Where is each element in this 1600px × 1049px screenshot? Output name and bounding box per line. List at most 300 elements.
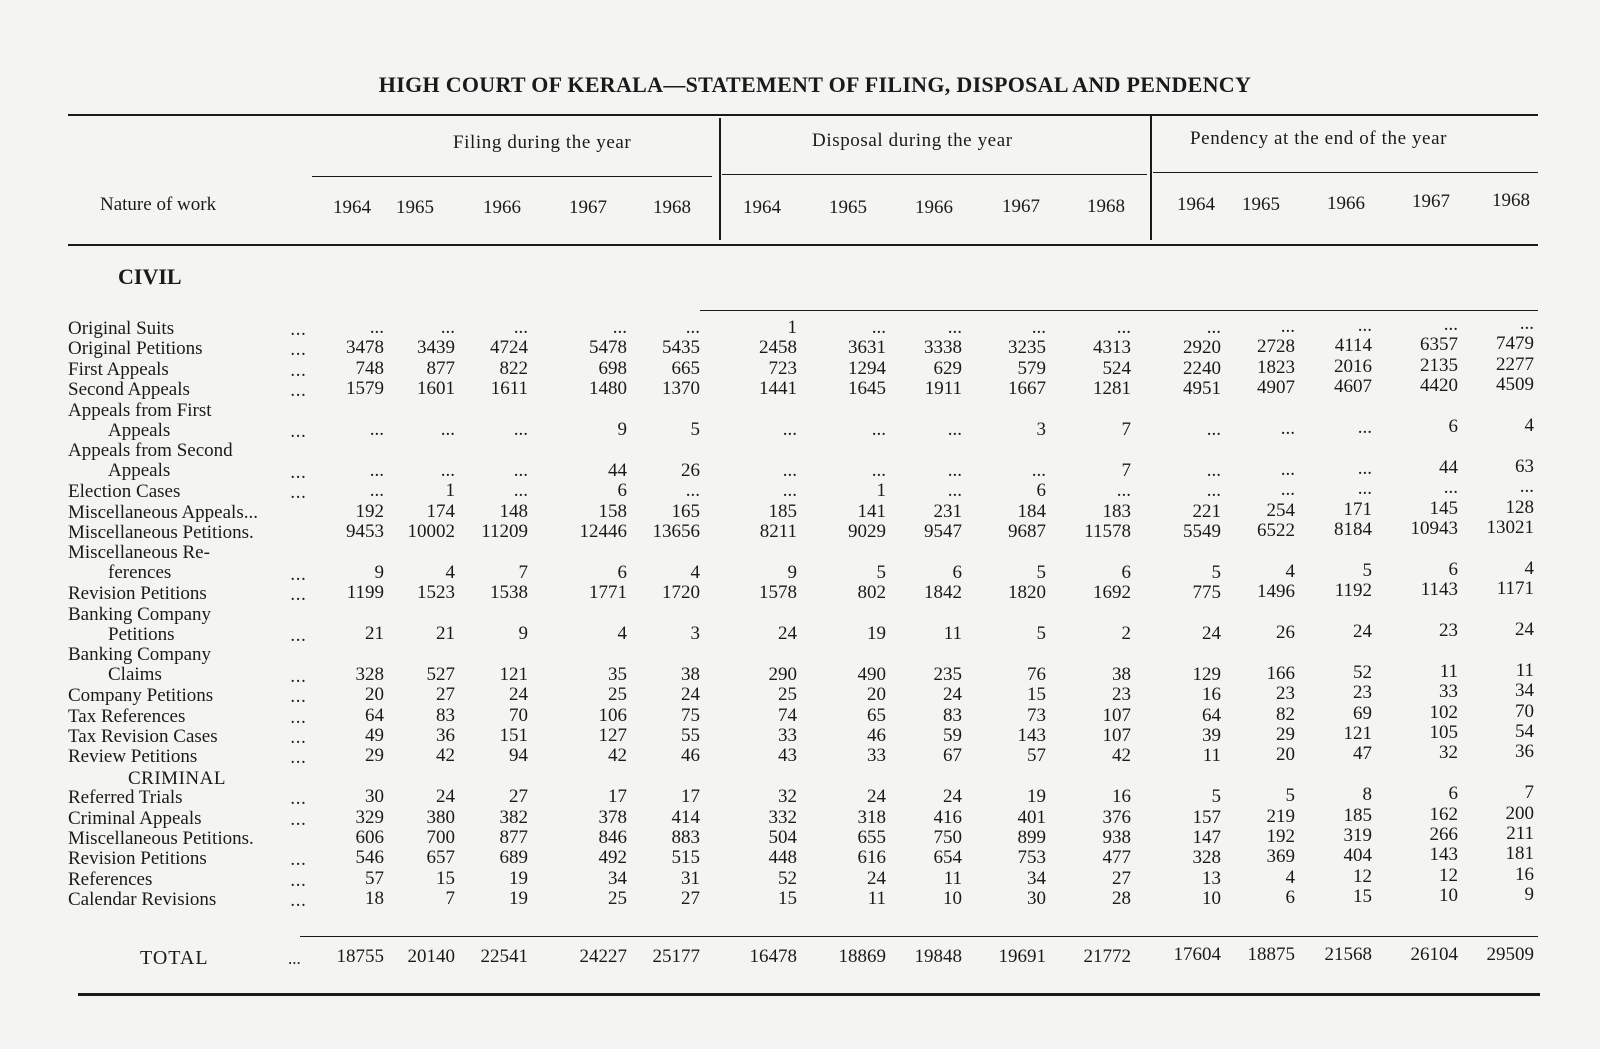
table-cell: 6 bbox=[1448, 783, 1458, 805]
row-label-line: Claims bbox=[108, 664, 162, 686]
table-cell: 183 bbox=[1102, 500, 1131, 522]
table-cell: 27 bbox=[1112, 867, 1131, 889]
total-cell: 24227 bbox=[579, 946, 627, 967]
table-cell: 143 bbox=[1017, 725, 1046, 746]
table-cell: ... bbox=[1206, 480, 1221, 502]
table-cell: 1143 bbox=[1420, 579, 1458, 601]
page-title: HIGH COURT OF KERALA—STATEMENT OF FILING, DISPOSAL AND PENDENCY bbox=[378, 72, 1252, 97]
row-label bbox=[68, 482, 180, 502]
table-cell: 606 bbox=[355, 827, 384, 848]
table-cell: ... bbox=[871, 459, 886, 481]
table-cell: 10 bbox=[1439, 885, 1458, 907]
row-label bbox=[68, 605, 211, 645]
table-cell: 55 bbox=[681, 725, 700, 746]
table-cell: 5435 bbox=[662, 337, 700, 359]
table-cell: ... bbox=[1357, 417, 1372, 438]
table-cell: 665 bbox=[671, 357, 700, 379]
table-cell: 83 bbox=[436, 704, 455, 726]
table-cell: 157 bbox=[1192, 806, 1221, 828]
table-cell: 6 bbox=[1285, 887, 1295, 909]
table-cell: 4 bbox=[445, 561, 455, 583]
table-cell: 1480 bbox=[589, 378, 627, 400]
row-label-line: Tax References bbox=[68, 705, 186, 727]
group-header-pendency: Pendency at the end of the year bbox=[1190, 128, 1448, 149]
table-cell: 266 bbox=[1429, 824, 1458, 845]
table-cell: ... bbox=[612, 317, 627, 338]
table-cell: 492 bbox=[598, 847, 627, 869]
year-header: 1965 bbox=[396, 197, 434, 218]
table-cell: 1370 bbox=[662, 378, 700, 400]
table-cell: 2016 bbox=[1334, 355, 1372, 377]
table-cell: 219 bbox=[1266, 805, 1295, 827]
table-cell: 19 bbox=[509, 888, 528, 910]
row-label-line: Appeals from First bbox=[68, 399, 212, 421]
table-cell: 2277 bbox=[1496, 353, 1534, 375]
leader-dots: ... bbox=[290, 728, 307, 748]
table-cell: 11 bbox=[943, 623, 962, 644]
table-cell: 883 bbox=[671, 827, 700, 848]
table-cell: 32 bbox=[778, 786, 797, 808]
table-cell: 7 bbox=[1121, 419, 1131, 440]
table-cell: 5 bbox=[1036, 561, 1046, 583]
table-cell: 5 bbox=[1211, 561, 1221, 583]
table-cell: ... bbox=[369, 459, 384, 481]
table-cell: 19 bbox=[1027, 786, 1046, 808]
table-cell: 105 bbox=[1429, 722, 1458, 743]
table-cell: 106 bbox=[598, 704, 627, 726]
leader-dots: ... bbox=[290, 666, 307, 687]
table-cell: 2728 bbox=[1257, 336, 1295, 358]
row-label bbox=[68, 319, 174, 339]
table-cell: 28 bbox=[1112, 888, 1131, 910]
table-cell: 47 bbox=[1353, 743, 1372, 765]
table-cell: ... bbox=[513, 480, 528, 502]
table-cell: 30 bbox=[1027, 888, 1046, 910]
table-cell: 3338 bbox=[924, 337, 962, 359]
table-cell: 19 bbox=[509, 867, 528, 889]
table-cell: 329 bbox=[355, 806, 384, 828]
leader-dots: ... bbox=[290, 891, 307, 912]
table-cell: 33 bbox=[778, 725, 797, 746]
table-cell: ... bbox=[1357, 478, 1372, 500]
table-cell: 221 bbox=[1192, 500, 1221, 522]
table-cell: 36 bbox=[436, 725, 455, 746]
table-cell: 698 bbox=[598, 357, 627, 379]
table-cell: 846 bbox=[598, 827, 627, 848]
table-cell: 254 bbox=[1266, 499, 1295, 521]
row-label bbox=[68, 584, 207, 604]
leader-dots: ... bbox=[290, 748, 307, 769]
table-cell: 73 bbox=[1027, 704, 1046, 726]
table-cell: 4724 bbox=[490, 337, 528, 359]
table-cell: 121 bbox=[1343, 723, 1372, 744]
table-cell: 1523 bbox=[417, 582, 455, 604]
leader-dots: ... bbox=[290, 850, 307, 871]
table-cell: 404 bbox=[1343, 845, 1372, 867]
leader-dots: ... bbox=[290, 422, 307, 442]
table-cell: 11 bbox=[1439, 660, 1458, 682]
table-cell: 4907 bbox=[1257, 377, 1295, 399]
table-cell: 3 bbox=[1036, 419, 1046, 440]
leader-dots: ... bbox=[290, 585, 307, 606]
table-cell: ... bbox=[513, 459, 528, 481]
table-cell: 515 bbox=[671, 847, 700, 869]
row-label-line: Revision Petitions bbox=[68, 848, 207, 870]
table-cell: 1496 bbox=[1257, 581, 1295, 603]
table-cell: 231 bbox=[933, 500, 962, 522]
total-cell: 25177 bbox=[652, 946, 700, 967]
table-cell: 655 bbox=[857, 827, 886, 848]
table-cell: 657 bbox=[426, 847, 455, 869]
table-cell: 401 bbox=[1017, 806, 1046, 828]
table-cell: 29 bbox=[1276, 724, 1295, 745]
table-cell: 1720 bbox=[662, 582, 700, 604]
table-cell: ... bbox=[369, 419, 384, 440]
table-cell: 16 bbox=[1515, 863, 1534, 885]
table-cell: 8211 bbox=[759, 521, 797, 542]
table-cell: ... bbox=[1031, 459, 1046, 481]
table-cell: 1823 bbox=[1257, 356, 1295, 378]
table-cell: 13021 bbox=[1486, 517, 1534, 538]
vertical-divider-2 bbox=[1150, 116, 1152, 240]
table-cell: 128 bbox=[1505, 496, 1534, 518]
table-cell: 18 bbox=[365, 888, 384, 910]
header-bottom-rule bbox=[68, 244, 1538, 246]
table-cell: 1 bbox=[445, 480, 455, 502]
table-cell: 11 bbox=[943, 867, 962, 889]
table-cell: 6 bbox=[617, 480, 627, 502]
leader-dots: ... bbox=[290, 870, 307, 891]
year-header: 1966 bbox=[483, 197, 521, 218]
table-cell: 1199 bbox=[346, 582, 384, 604]
table-cell: 27 bbox=[436, 684, 455, 706]
table-cell: 24 bbox=[867, 786, 886, 808]
row-label-line: Appeals bbox=[108, 419, 171, 441]
table-cell: 39 bbox=[1202, 725, 1221, 746]
table-cell: 67 bbox=[943, 745, 962, 767]
table-cell: 11578 bbox=[1084, 521, 1131, 542]
row-label-line: Company Petitions bbox=[68, 685, 214, 707]
table-cell: ... bbox=[440, 459, 455, 481]
table-cell: 25 bbox=[608, 888, 627, 910]
table-cell: 616 bbox=[857, 847, 886, 869]
table-cell: 8 bbox=[1362, 784, 1372, 806]
table-cell: 15 bbox=[436, 867, 455, 889]
table-cell: 6 bbox=[1121, 561, 1131, 583]
table-cell: 23 bbox=[1353, 682, 1372, 704]
table-cell: 30 bbox=[365, 786, 384, 808]
table-cell: 19 bbox=[867, 623, 886, 644]
table-cell: 877 bbox=[426, 357, 455, 379]
table-cell: 46 bbox=[867, 725, 886, 746]
table-cell: 11 bbox=[867, 888, 886, 910]
year-header: 1967 bbox=[1002, 196, 1040, 217]
table-cell: 16 bbox=[1112, 786, 1131, 808]
table-cell: 121 bbox=[499, 663, 528, 685]
table-cell: 9 bbox=[787, 561, 797, 583]
table-cell: 319 bbox=[1343, 825, 1372, 846]
table-cell: 83 bbox=[943, 704, 962, 726]
table-cell: 192 bbox=[355, 500, 384, 522]
year-header: 1964 bbox=[1177, 194, 1215, 215]
table-cell: 6522 bbox=[1257, 520, 1295, 541]
table-cell: ... bbox=[947, 459, 962, 481]
table-cell: ... bbox=[440, 317, 455, 338]
row-label-line: Original Petitions bbox=[68, 338, 203, 360]
table-cell: ... bbox=[685, 480, 700, 502]
leader-dots: ... bbox=[290, 789, 307, 810]
table-cell: 57 bbox=[365, 867, 384, 889]
table-cell: 12446 bbox=[579, 521, 627, 542]
row-label bbox=[68, 809, 202, 829]
table-cell: 3 bbox=[690, 623, 700, 644]
table-cell: 1192 bbox=[1334, 580, 1372, 602]
table-cell: ... bbox=[1280, 458, 1295, 480]
row-label-line: Election Cases bbox=[68, 481, 181, 503]
table-cell: 7 bbox=[518, 561, 528, 583]
table-cell: 490 bbox=[857, 663, 886, 685]
table-cell: 5549 bbox=[1183, 521, 1221, 542]
table-cell: 192 bbox=[1266, 826, 1295, 847]
table-cell: 1911 bbox=[924, 378, 962, 400]
table-cell: 129 bbox=[1192, 663, 1221, 685]
table-cell: 689 bbox=[499, 847, 528, 869]
table-cell: 82 bbox=[1276, 703, 1295, 725]
table-cell: 33 bbox=[1439, 681, 1458, 703]
table-cell: 1771 bbox=[589, 582, 627, 604]
table-cell: 4 bbox=[690, 561, 700, 583]
row-label-line: Banking Company bbox=[68, 603, 212, 625]
table-cell: 24 bbox=[436, 786, 455, 808]
year-header: 1964 bbox=[333, 197, 371, 218]
row-label bbox=[68, 747, 197, 767]
table-cell: 63 bbox=[1515, 455, 1534, 477]
row-label-line: Miscellaneous Petitions. bbox=[68, 522, 254, 543]
table-cell: 1601 bbox=[417, 378, 455, 400]
table-cell: ... bbox=[369, 317, 384, 338]
table-cell: 579 bbox=[1017, 357, 1046, 379]
table-cell: 9 bbox=[617, 419, 627, 440]
table-cell: 1578 bbox=[759, 582, 797, 604]
table-cell: 1171 bbox=[1496, 578, 1534, 600]
table-cell: 378 bbox=[598, 806, 627, 828]
table-cell: 15 bbox=[1027, 684, 1046, 706]
table-cell: 4114 bbox=[1334, 335, 1372, 357]
table-cell: 822 bbox=[499, 357, 528, 379]
table-cell: 2135 bbox=[1420, 354, 1458, 376]
table-cell: 15 bbox=[1353, 886, 1372, 908]
table-cell: 2920 bbox=[1183, 337, 1221, 359]
table-cell: 29 bbox=[365, 745, 384, 767]
table-cell: ... bbox=[782, 480, 797, 502]
table-cell: 24 bbox=[509, 684, 528, 706]
row-label bbox=[68, 890, 216, 910]
table-cell: 27 bbox=[509, 786, 528, 808]
table-cell: 10002 bbox=[407, 521, 455, 542]
table-cell: 3478 bbox=[346, 337, 384, 359]
table-cell: 723 bbox=[768, 357, 797, 379]
row-label-line: Tax Revision Cases bbox=[68, 726, 218, 747]
table-cell: 21 bbox=[436, 623, 455, 644]
year-header: 1967 bbox=[1412, 191, 1450, 212]
civil-rule bbox=[700, 310, 1538, 311]
table-cell: 6 bbox=[617, 561, 627, 583]
table-cell: 1 bbox=[876, 480, 886, 502]
section-criminal: CRIMINAL bbox=[128, 768, 226, 789]
top-rule bbox=[68, 114, 1538, 116]
year-header: 1964 bbox=[743, 197, 781, 218]
section-civil: CIVIL bbox=[118, 264, 182, 289]
table-cell: 13656 bbox=[652, 521, 700, 542]
table-cell: 6 bbox=[1448, 558, 1458, 580]
leader-dots: ... bbox=[290, 320, 307, 340]
leader-dots: ... bbox=[290, 381, 307, 402]
year-header: 1968 bbox=[1087, 196, 1125, 217]
table-cell: 3235 bbox=[1008, 337, 1046, 359]
row-label bbox=[68, 543, 210, 583]
table-cell: 44 bbox=[608, 459, 627, 481]
table-cell: 6357 bbox=[1420, 334, 1458, 356]
total-cell: 17604 bbox=[1173, 944, 1221, 965]
table-cell: ... bbox=[1443, 314, 1458, 335]
table-cell: 24 bbox=[1353, 621, 1372, 642]
table-cell: 448 bbox=[768, 847, 797, 869]
table-cell: 171 bbox=[1343, 498, 1372, 520]
total-dots: ... bbox=[288, 949, 301, 968]
year-header: 1968 bbox=[653, 197, 691, 218]
table-cell: 34 bbox=[1515, 680, 1534, 702]
table-cell: 6 bbox=[1036, 480, 1046, 502]
row-label-line: Criminal Appeals bbox=[68, 807, 202, 829]
table-cell: 24 bbox=[867, 867, 886, 889]
table-cell: 23 bbox=[1439, 620, 1458, 641]
table-cell: 318 bbox=[857, 806, 886, 828]
table-cell: 1820 bbox=[1008, 582, 1046, 604]
table-cell: 376 bbox=[1102, 806, 1131, 828]
table-cell: 1692 bbox=[1093, 582, 1131, 604]
total-cell: 29509 bbox=[1486, 944, 1534, 965]
table-cell: 938 bbox=[1102, 827, 1131, 848]
row-label-line: Miscellaneous Appeals... bbox=[68, 501, 258, 523]
table-cell: 1579 bbox=[346, 378, 384, 400]
table-cell: ... bbox=[1357, 457, 1372, 479]
table-cell: 3631 bbox=[848, 337, 886, 359]
table-cell: 1667 bbox=[1008, 378, 1046, 400]
row-label-line: Miscellaneous Re- bbox=[68, 542, 210, 564]
table-cell: 36 bbox=[1515, 741, 1534, 763]
table-cell: ... bbox=[685, 317, 700, 338]
row-label bbox=[68, 849, 207, 869]
total-cell: 18755 bbox=[336, 946, 384, 967]
table-cell: ... bbox=[1280, 418, 1295, 439]
table-cell: 70 bbox=[509, 704, 528, 726]
table-cell: 20 bbox=[365, 684, 384, 706]
total-cell: 20140 bbox=[407, 946, 455, 967]
table-cell: 5 bbox=[1036, 623, 1046, 644]
table-cell: 5 bbox=[1211, 786, 1221, 808]
table-cell: 185 bbox=[1343, 804, 1372, 826]
year-header: 1968 bbox=[1492, 190, 1530, 211]
total-cell: 18875 bbox=[1247, 944, 1295, 965]
row-label bbox=[68, 829, 254, 849]
row-label bbox=[68, 441, 233, 481]
row-label-line: Banking Company bbox=[68, 644, 212, 666]
table-cell: 9453 bbox=[346, 521, 384, 542]
table-cell: 76 bbox=[1027, 663, 1046, 685]
table-cell: 1842 bbox=[924, 582, 962, 604]
table-cell: 43 bbox=[778, 745, 797, 767]
table-cell: 181 bbox=[1505, 843, 1534, 865]
table-cell: 148 bbox=[499, 500, 528, 522]
table-cell: 23 bbox=[1112, 684, 1131, 706]
table-cell: 174 bbox=[426, 500, 455, 522]
table-cell: 9029 bbox=[848, 521, 886, 542]
table-cell: 524 bbox=[1102, 357, 1131, 379]
table-cell: 748 bbox=[355, 357, 384, 379]
table-cell: 27 bbox=[681, 888, 700, 910]
table-cell: 52 bbox=[778, 867, 797, 889]
row-label bbox=[68, 686, 213, 706]
table-cell: 70 bbox=[1515, 700, 1534, 722]
table-cell: 143 bbox=[1429, 844, 1458, 866]
table-cell: 4 bbox=[1285, 866, 1295, 888]
total-cell: 18869 bbox=[838, 946, 886, 967]
year-header: 1965 bbox=[829, 197, 867, 218]
row-label-line: Review Petitions bbox=[68, 746, 198, 768]
table-cell: 7 bbox=[1121, 459, 1131, 481]
table-cell: 49 bbox=[365, 725, 384, 746]
nature-of-work-label: Nature of work bbox=[100, 194, 217, 215]
total-cell: 19691 bbox=[998, 946, 1046, 967]
table-cell: 107 bbox=[1102, 725, 1131, 746]
table-cell: 700 bbox=[426, 827, 455, 848]
table-cell: 382 bbox=[499, 806, 528, 828]
row-label bbox=[68, 645, 211, 685]
table-cell: 1645 bbox=[848, 378, 886, 400]
row-label bbox=[68, 380, 190, 400]
leader-dots: ... bbox=[290, 707, 307, 728]
row-label-line: Petitions bbox=[108, 623, 175, 645]
year-header: 1965 bbox=[1242, 194, 1280, 215]
table-cell: ... bbox=[782, 419, 797, 440]
table-cell: 4509 bbox=[1496, 374, 1534, 396]
table-cell: 4420 bbox=[1420, 375, 1458, 397]
table-cell: 25 bbox=[608, 684, 627, 706]
table-cell: ... bbox=[1116, 317, 1131, 338]
table-cell: 25 bbox=[778, 684, 797, 706]
table-cell: 69 bbox=[1353, 702, 1372, 724]
table-cell: 20 bbox=[867, 684, 886, 706]
table-cell: 3439 bbox=[417, 337, 455, 359]
table-cell: 753 bbox=[1017, 847, 1046, 869]
table-cell: 10 bbox=[943, 888, 962, 910]
table-cell: 2240 bbox=[1183, 357, 1221, 379]
table-cell: 158 bbox=[598, 500, 627, 522]
table-cell: 11 bbox=[1515, 659, 1534, 681]
table-cell: 4607 bbox=[1334, 376, 1372, 398]
table-cell: 629 bbox=[933, 357, 962, 379]
table-cell: 1 bbox=[787, 317, 797, 338]
table-cell: 414 bbox=[671, 806, 700, 828]
leader-dots: ... bbox=[290, 626, 307, 646]
table-cell: 65 bbox=[867, 704, 886, 726]
table-cell: ... bbox=[782, 459, 797, 481]
table-cell: 2 bbox=[1121, 623, 1131, 644]
row-label-line: ferences bbox=[108, 562, 172, 584]
table-cell: ... bbox=[440, 419, 455, 440]
table-cell: 5 bbox=[690, 419, 700, 440]
table-cell: 127 bbox=[598, 725, 627, 746]
